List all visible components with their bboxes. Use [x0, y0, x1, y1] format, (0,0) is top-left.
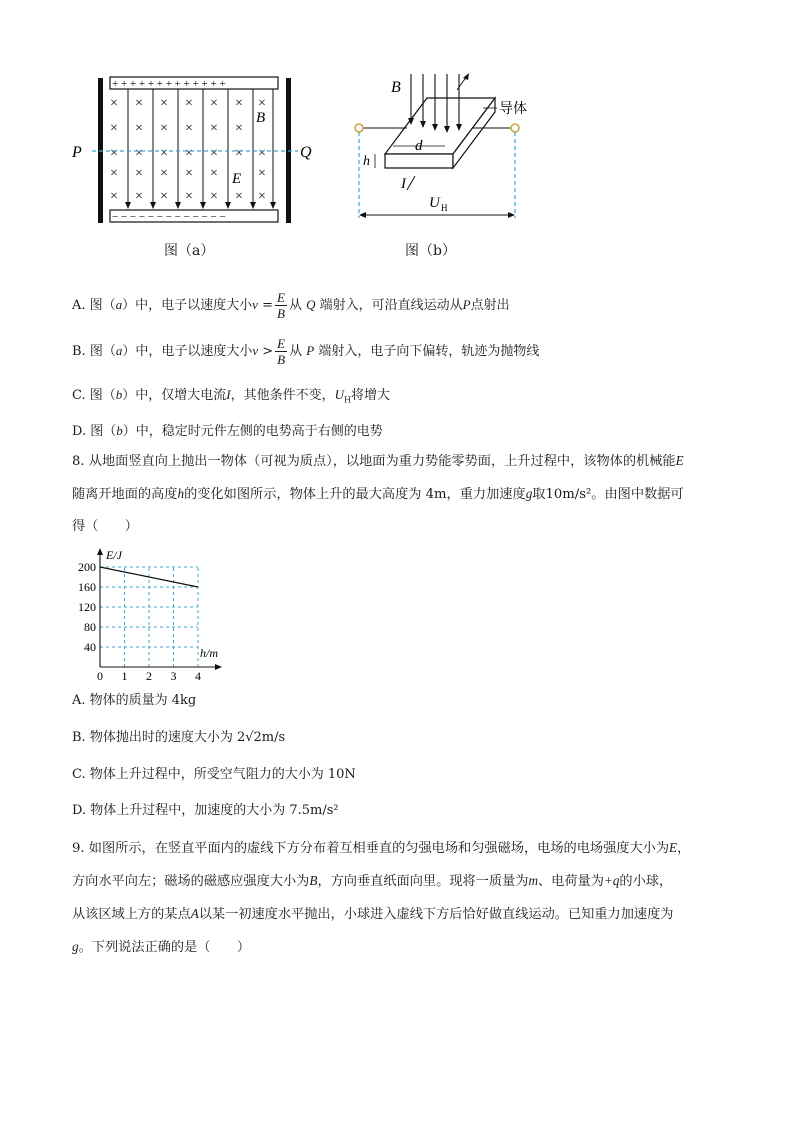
q8-line-2: 随离开地面的高度h的变化如图所示，物体上升的最大高度为 4m，重力加速度g取10m/s²。由图中数据可 — [72, 486, 684, 502]
svg-text:×: × — [258, 189, 266, 204]
q9-line-1: 9. 如图所示，在竖直平面内的虚线下方分布着互相垂直的匀强电场和匀强磁场，电场的电场强度大小为E， — [72, 840, 691, 856]
y-tick-label: 40 — [84, 640, 96, 654]
svg-text:×: × — [210, 146, 218, 161]
q8-line-1: 8. 从地面竖直向上抛出一物体（可视为质点），以地面为重力势能零势面，上升过程中，该物体的机械能E — [72, 453, 684, 469]
y-tick-label: 160 — [78, 580, 96, 594]
q9-line-3: 从该区域上方的某点A以某一初速度水平抛出，小球进入虚线下方后恰好做直线运动。已知重力加速度为 — [72, 906, 674, 922]
label-e: E — [232, 171, 242, 187]
bottom-plate-signs: − − − − − − − − − − − − − — [112, 211, 226, 223]
q8-option-d: D. 物体上升过程中，加速度的大小为 7.5m/s² — [72, 803, 339, 818]
svg-text:×: × — [135, 146, 143, 161]
label-b: B — [256, 110, 266, 126]
label-q: Q — [300, 144, 312, 161]
x-axis-arrow — [215, 664, 222, 670]
energy-height-chart — [70, 545, 240, 680]
svg-text:×: × — [258, 166, 266, 181]
svg-text:×: × — [135, 166, 143, 181]
label-i: I — [401, 176, 406, 192]
svg-text:×: × — [160, 121, 168, 136]
q7-option-d: D. 图（b）中，稳定时元件左侧的电势高于右侧的电势 — [72, 423, 383, 439]
uh-arrowhead-left — [359, 212, 366, 218]
y-tick-label: 200 — [78, 560, 96, 574]
svg-text:×: × — [185, 121, 193, 136]
label-p: P — [72, 144, 82, 161]
label-conductor: 导体 — [499, 102, 527, 117]
svg-text:×: × — [135, 121, 143, 136]
figure-a-caption: 图（a） — [164, 243, 215, 259]
top-plate-signs: + + + + + + + + + + + + + — [112, 78, 226, 90]
svg-text:×: × — [235, 189, 243, 204]
q9-line-2: 方向水平向左；磁场的磁感应强度大小为B，方向垂直纸面向里。现将一质量为m、电荷量为+q的小球， — [72, 873, 673, 889]
label-u-sub: H — [441, 203, 448, 213]
y-tick-label: 120 — [78, 600, 96, 614]
svg-text:×: × — [210, 96, 218, 111]
y-tick-label: 80 — [84, 620, 96, 634]
svg-text:×: × — [160, 96, 168, 111]
current-line-bottom — [407, 176, 415, 190]
q9-line-4: g。下列说法正确的是（ ） — [72, 939, 251, 955]
left-terminal — [355, 124, 363, 132]
svg-text:×: × — [185, 96, 193, 111]
svg-text:×: × — [235, 96, 243, 111]
svg-text:×: × — [110, 121, 118, 136]
magnetic-crosses — [110, 96, 266, 204]
x-tick-label: 1 — [121, 669, 128, 680]
q7-option-b: B. 图（a）中，电子以速度大小v > $\frac{E}{B}$ 从 P 端射入，电子向下偏转，轨迹为抛物线 — [72, 336, 540, 367]
x-tick-label: 4 — [195, 669, 201, 680]
x-tick-label: 2 — [146, 669, 152, 680]
y-axis-label: E/J — [106, 548, 122, 562]
svg-text:×: × — [160, 166, 168, 181]
figure-b — [345, 70, 545, 235]
svg-text:×: × — [135, 189, 143, 204]
uh-arrowhead-right — [508, 212, 515, 218]
label-d: d — [415, 138, 423, 154]
x-tick-label: 3 — [170, 669, 177, 680]
svg-text:×: × — [235, 121, 243, 136]
right-terminal — [511, 124, 519, 132]
svg-text:×: × — [110, 146, 118, 161]
q8-option-c: C. 物体上升过程中，所受空气阻力的大小为 10N — [72, 767, 356, 782]
svg-text:×: × — [160, 189, 168, 204]
label-h: h — [363, 154, 370, 169]
q7-option-c: C. 图（b）中，仅增大电流I，其他条件不变，$U_H$将增大 — [72, 387, 391, 405]
svg-text:×: × — [235, 146, 243, 161]
y-axis-arrow — [97, 548, 103, 555]
svg-text:×: × — [210, 166, 218, 181]
slab-front — [385, 154, 453, 168]
svg-text:×: × — [110, 189, 118, 204]
q8-stem — [72, 445, 722, 543]
svg-text:×: × — [258, 146, 266, 161]
field-lines — [128, 89, 273, 207]
current-arrowhead — [463, 73, 469, 80]
q8-line-3: 得（ ） — [72, 519, 138, 534]
q8-option-b: B. 物体抛出时的速度大小为 2√2m/s — [72, 730, 286, 745]
label-b-b: B — [391, 79, 401, 96]
svg-text:×: × — [160, 146, 168, 161]
q9-stem — [72, 832, 722, 964]
q7-option-a: A. 图（a）中，电子以速度大小v = $\frac{E}{B}$ 从 Q 端射入，可沿直线运动从P点射出 — [72, 290, 510, 321]
x-tick-label: 0 — [97, 669, 103, 680]
figure-b-caption: 图（b） — [405, 243, 456, 259]
svg-text:×: × — [258, 96, 266, 111]
field-arrowheads — [125, 202, 276, 209]
q8-option-a: A. 物体的质量为 4kg — [72, 693, 197, 708]
svg-text:×: × — [185, 146, 193, 161]
x-axis-label: h/m — [200, 646, 218, 660]
svg-text:×: × — [185, 166, 193, 181]
figure-a — [70, 70, 330, 235]
svg-text:×: × — [135, 96, 143, 111]
svg-text:×: × — [210, 189, 218, 204]
label-u: U — [429, 195, 440, 211]
svg-text:×: × — [185, 189, 193, 204]
svg-text:×: × — [210, 121, 218, 136]
svg-text:×: × — [110, 96, 118, 111]
svg-text:×: × — [110, 166, 118, 181]
